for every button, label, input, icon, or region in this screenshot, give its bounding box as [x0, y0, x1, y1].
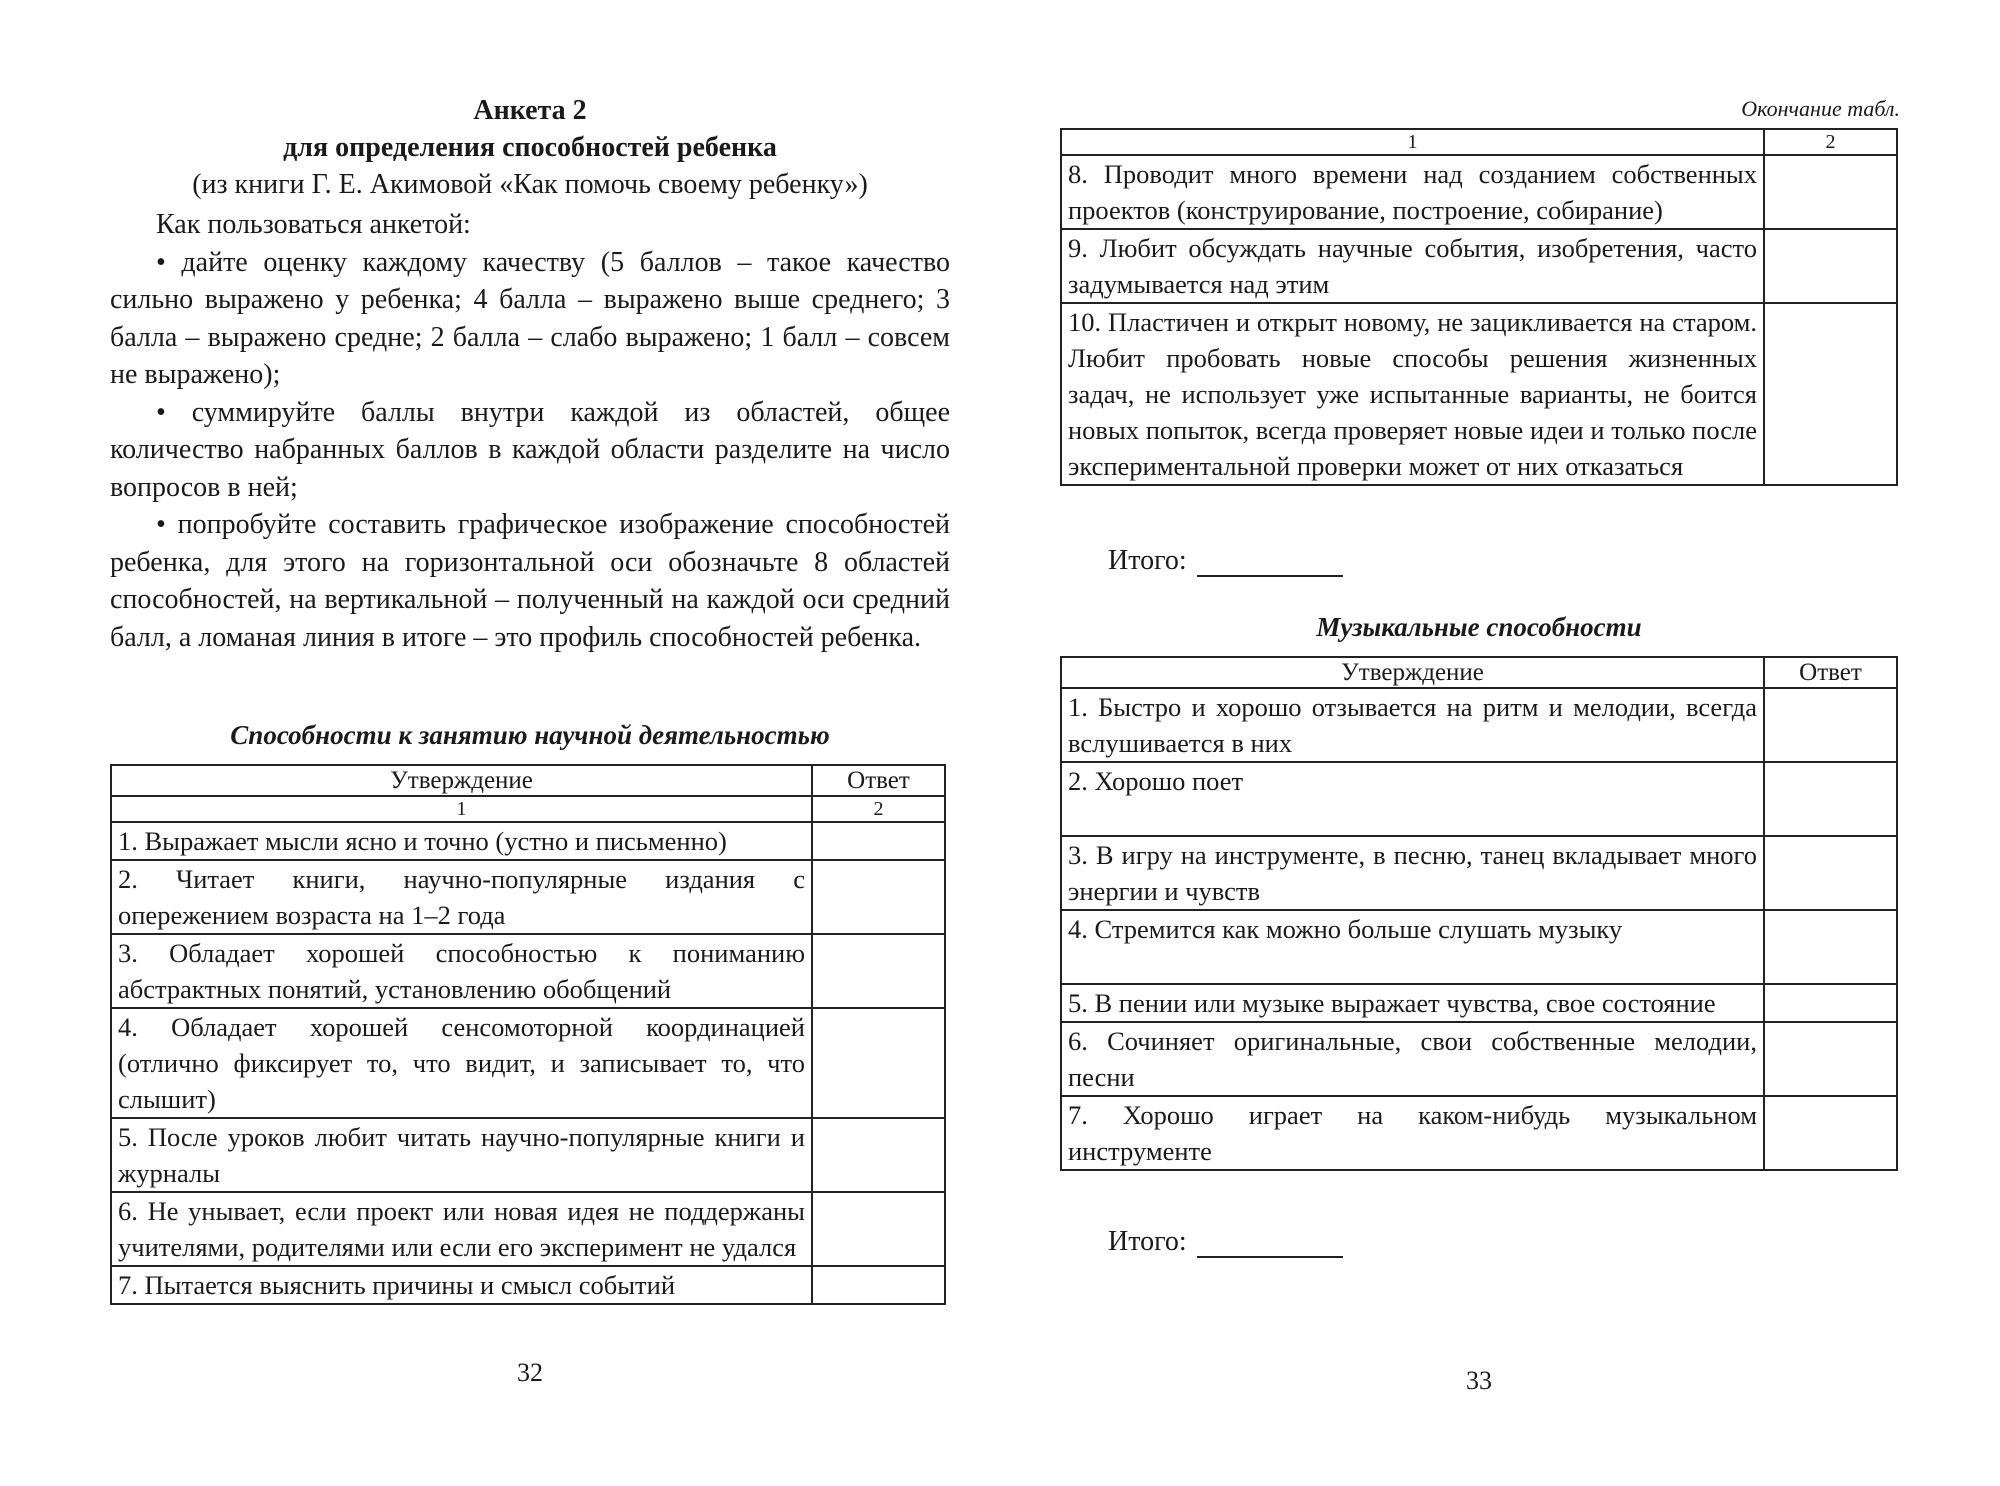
column-number-1: 1: [1061, 129, 1764, 155]
answer-cell[interactable]: [812, 1192, 945, 1266]
statement-cell: 1. Выражает мысли ясно и точно (устно и письменно): [111, 822, 812, 860]
table-row: [111, 860, 945, 934]
statement-cell: 2. Хорошо поет: [1061, 762, 1764, 836]
statement-cell: 6. Не унывает, если проект или новая идея не поддержаны учителями, родителями или если его эксперимент не удался: [111, 1192, 812, 1266]
table-number-row: [1061, 129, 1897, 155]
right-page: [1060, 0, 1900, 1486]
statement-cell: 5. После уроков любит читать научно-популярные книги и журналы: [111, 1118, 812, 1192]
table-header-row: [111, 765, 945, 796]
instruction-bullet: • дайте оценку каждому качеству (5 баллов – такое качество сильно выражено у ребенка; 4 балла – выражено выше среднего; 3 балла – выражено средне; 2 балла – слабо выражено; 1 балл – совсем не выражено);: [110, 246, 950, 390]
column-number-1: 1: [111, 796, 812, 822]
table-row: [1061, 688, 1897, 762]
statement-cell: 2. Читает книги, научно-популярные издания с опережением возраста на 1–2 года: [111, 860, 812, 934]
statement-cell: 7. Пытается выяснить причины и смысл событий: [111, 1266, 812, 1304]
table-row: [111, 1192, 945, 1266]
table-number-row: [111, 796, 945, 822]
answer-cell[interactable]: [1764, 984, 1897, 1022]
answer-cell[interactable]: [1764, 303, 1897, 485]
table-row: [1061, 303, 1897, 485]
column-number-2: 2: [812, 796, 945, 822]
answer-cell[interactable]: [1764, 229, 1897, 303]
answer-cell[interactable]: [1764, 155, 1897, 229]
music-table: [1060, 656, 1898, 1171]
table-row: [1061, 155, 1897, 229]
answer-cell[interactable]: [1764, 910, 1897, 984]
statement-cell: 4. Стремится как можно больше слушать музыку: [1061, 910, 1764, 984]
total-label: Итого:: [1108, 1226, 1187, 1257]
total-label: Итого:: [1108, 545, 1187, 576]
answer-cell[interactable]: [1764, 1096, 1897, 1170]
statement-cell: 3. Обладает хорошей способностью к пониманию абстрактных понятий, установлению обобщений: [111, 934, 812, 1008]
instruction-bullet: • суммируйте баллы внутри каждой из областей, общее количество набранных баллов в каждой области разделите на число вопросов в ней;: [110, 396, 950, 503]
section-title-science: Способности к занятию научной деятельностью: [230, 720, 830, 750]
instruction-bullet: • попробуйте составить графическое изображение способностей ребенка, для этого на горизонтальной оси обозначьте 8 областей способностей, на вертикальной – полученный на каждой оси средний балл, а ломаная линия в итоге – это профиль способностей ребенка.: [110, 509, 950, 653]
table-row: [111, 1008, 945, 1118]
statement-cell: 1. Быстро и хорошо отзывается на ритм и мелодии, всегда вслушивается в них: [1061, 688, 1764, 762]
instructions-heading: Как пользоваться анкетой:: [156, 209, 471, 240]
table-row: [1061, 984, 1897, 1022]
table-row: [1061, 836, 1897, 910]
continuation-note: Окончание табл.: [1741, 96, 1900, 121]
total-input-line[interactable]: [1197, 1230, 1343, 1258]
title-block: [110, 92, 950, 203]
table-row: [1061, 910, 1897, 984]
statement-cell: 6. Сочиняет оригинальные, свои собственные мелодии, песни: [1061, 1022, 1764, 1096]
column-header-answer: Ответ: [1764, 657, 1897, 688]
table-row: [111, 822, 945, 860]
statement-cell: 9. Любит обсуждать научные события, изобретения, часто задумывается над этим: [1061, 229, 1764, 303]
answer-cell[interactable]: [1764, 762, 1897, 836]
statement-cell: 3. В игру на инструменте, в песню, танец вкладывает много энергии и чувств: [1061, 836, 1764, 910]
column-number-2: 2: [1764, 129, 1897, 155]
answer-cell[interactable]: [1764, 688, 1897, 762]
total-science: [1108, 545, 1343, 577]
answer-cell[interactable]: [812, 1266, 945, 1304]
answer-cell[interactable]: [812, 1008, 945, 1118]
table-row: [1061, 229, 1897, 303]
table-row: [111, 1266, 945, 1304]
left-page: [110, 0, 950, 1486]
questionnaire-source: (из книги Г. Е. Акимовой «Как помочь своему ребенку»): [192, 169, 868, 200]
statement-cell: 5. В пении или музыке выражает чувства, свое состояние: [1061, 984, 1764, 1022]
column-header-statement: Утверждение: [1061, 657, 1764, 688]
answer-cell[interactable]: [812, 822, 945, 860]
table-row: [111, 1118, 945, 1192]
page-number-left: 32: [517, 1358, 543, 1387]
answer-cell[interactable]: [812, 1118, 945, 1192]
answer-cell[interactable]: [812, 934, 945, 1008]
answer-cell[interactable]: [1764, 836, 1897, 910]
total-input-line[interactable]: [1197, 549, 1343, 577]
questionnaire-title: Анкета 2: [473, 95, 587, 126]
page-number-right: 33: [1466, 1366, 1492, 1395]
column-header-statement: Утверждение: [111, 765, 812, 796]
statement-cell: 7. Хорошо играет на каком-нибудь музыкальном инструменте: [1061, 1096, 1764, 1170]
answer-cell[interactable]: [1764, 1022, 1897, 1096]
statement-cell: 8. Проводит много времени над созданием собственных проектов (конструирование, построение, собирание): [1061, 155, 1764, 229]
table-row: [1061, 762, 1897, 836]
statement-cell: 4. Обладает хорошей сенсомоторной координацией (отлично фиксирует то, что видит, и записывает то, что слышит): [111, 1008, 812, 1118]
table-header-row: [1061, 657, 1897, 688]
science-table-continued: [1060, 128, 1898, 486]
instructions: [110, 206, 950, 656]
science-table: [110, 764, 946, 1305]
table-row: [1061, 1022, 1897, 1096]
answer-cell[interactable]: [812, 860, 945, 934]
section-title-music: Музыкальные способности: [1316, 612, 1642, 642]
column-header-answer: Ответ: [812, 765, 945, 796]
statement-cell: 10. Пластичен и открыт новому, не зацикливается на старом. Любит пробовать новые способы решения жизненных задач, не использует уже испытанные варианты, не боится новых попыток, всегда проверяет новые идеи и только после экспериментальной проверки может от них отказаться: [1061, 303, 1764, 485]
total-music: [1108, 1226, 1343, 1258]
table-row: [111, 934, 945, 1008]
questionnaire-subtitle: для определения способностей ребенка: [283, 132, 777, 163]
table-row: [1061, 1096, 1897, 1170]
